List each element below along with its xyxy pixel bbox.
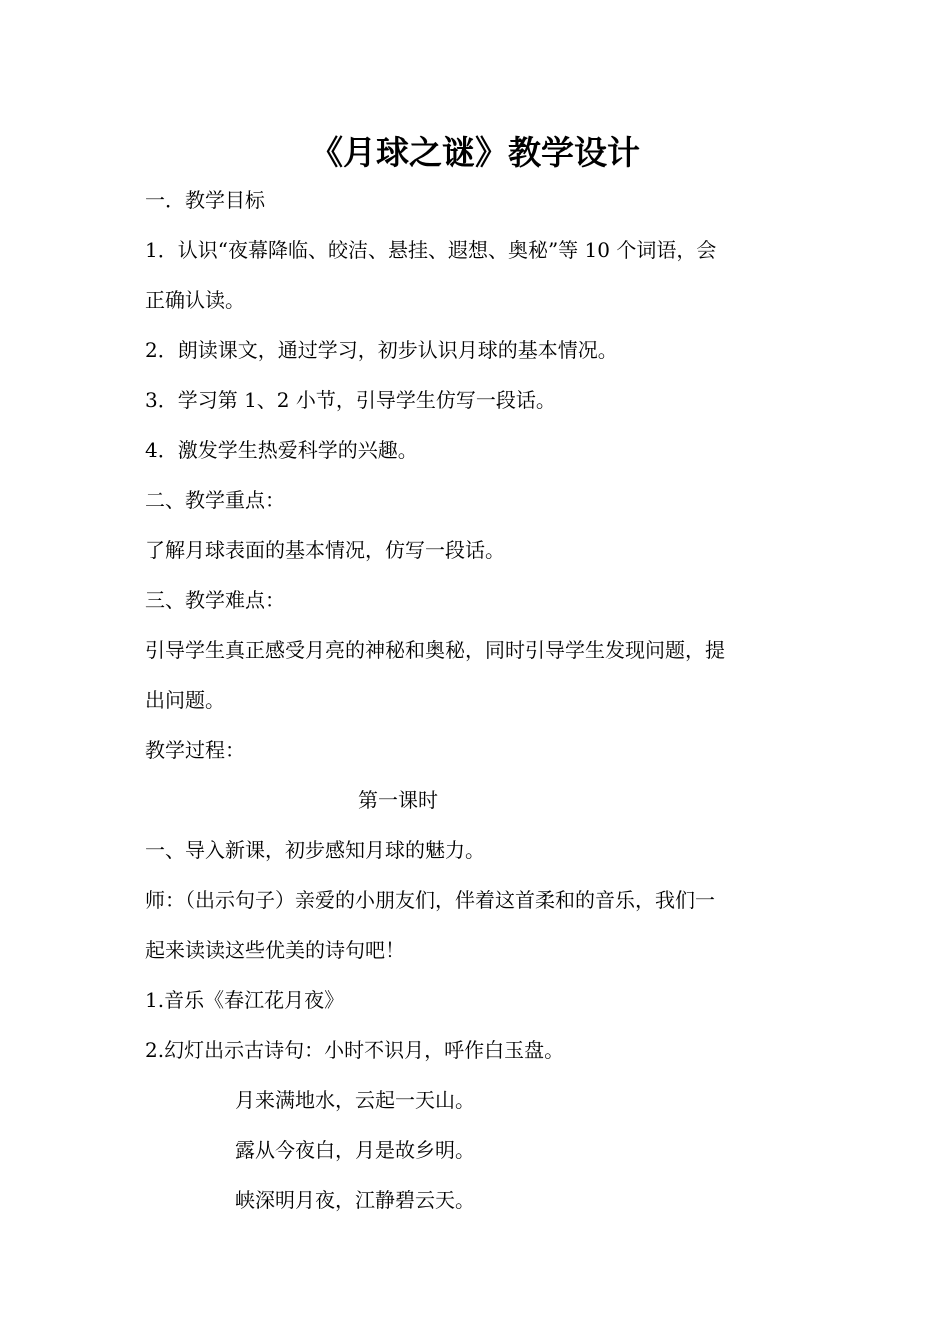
lesson-period-heading: 第一课时 xyxy=(358,788,438,812)
poem-line: 月来满地水，云起一天山。 xyxy=(235,1088,475,1112)
step-1-heading: 一、导入新课，初步感知月球的魅力。 xyxy=(145,838,485,862)
slide-poem-item: 2.幻灯出示古诗句：小时不识月，呼作白玉盘。 xyxy=(145,1038,565,1062)
objective-2: 2．朗读课文，通过学习，初步认识月球的基本情况。 xyxy=(145,338,618,362)
teacher-speech-line-2: 起来读读这些优美的诗句吧！ xyxy=(145,938,405,962)
objective-1-line-2: 正确认读。 xyxy=(145,288,245,312)
poem-line: 峡深明月夜，江静碧云天。 xyxy=(235,1188,475,1212)
music-item: 1.音乐《春江花月夜》 xyxy=(145,988,345,1012)
objective-3: 3．学习第 1、2 小节，引导学生仿写一段话。 xyxy=(145,388,556,412)
key-points-text: 了解月球表面的基本情况，仿写一段话。 xyxy=(145,538,505,562)
poem-line: 露从今夜白，月是故乡明。 xyxy=(235,1138,475,1162)
section-heading-process: 教学过程： xyxy=(145,738,245,762)
objective-1-line-1: 1．认识“夜幕降临、皎洁、悬挂、遐想、奥秘”等 10 个词语，会 xyxy=(145,238,717,262)
objective-4: 4．激发学生热爱科学的兴趣。 xyxy=(145,438,418,462)
difficulties-text-line-1: 引导学生真正感受月亮的神秘和奥秘，同时引导学生发现问题，提 xyxy=(145,638,725,662)
document-title: 《月球之谜》教学设计 xyxy=(310,133,640,172)
section-heading-difficulties: 三、教学难点： xyxy=(145,588,285,612)
teacher-speech-line-1: 师：（出示句子）亲爱的小朋友们，伴着这首柔和的音乐，我们一 xyxy=(145,888,715,912)
section-heading-objectives: 一．教学目标 xyxy=(145,188,265,212)
section-heading-key-points: 二、教学重点： xyxy=(145,488,285,512)
difficulties-text-line-2: 出问题。 xyxy=(145,688,225,712)
